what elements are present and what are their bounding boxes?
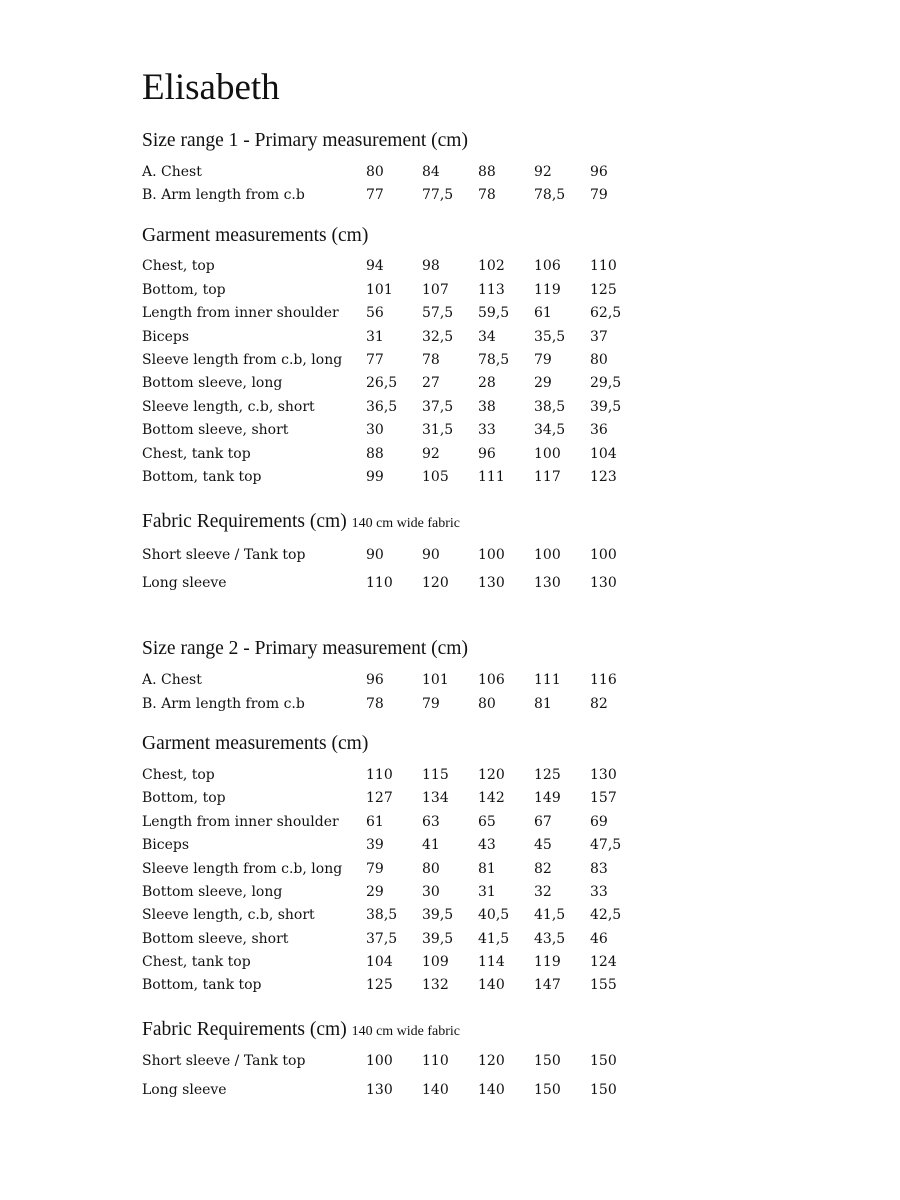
measurement-value: 105: [422, 468, 449, 485]
measurement-value: 150: [534, 1053, 561, 1070]
size-range-1: [142, 128, 762, 597]
measurement-value: 150: [534, 1081, 561, 1098]
measurement-label: A. Chest: [142, 163, 202, 180]
measurement-value: 39,5: [422, 930, 454, 947]
measurement-value: 78: [478, 187, 496, 204]
measurement-value: 62,5: [590, 305, 622, 322]
measurement-value: 31,5: [422, 422, 454, 439]
fabric-width-note: 140 cm wide fabric: [351, 515, 461, 531]
table-row: [142, 569, 762, 597]
table-row: [142, 927, 762, 950]
size-chart-page: [142, 64, 762, 1104]
measurement-value: 79: [422, 695, 440, 712]
measurement-value: 106: [534, 258, 561, 275]
measurement-value: 33: [478, 422, 496, 439]
measurement-value: 88: [478, 163, 496, 180]
table-row: [142, 541, 762, 569]
measurement-value: 104: [366, 954, 393, 971]
measurement-value: 79: [534, 352, 552, 369]
measurement-value: 150: [590, 1053, 617, 1070]
size-range-1-primary-table: [142, 160, 762, 207]
table-row: [142, 419, 762, 442]
measurement-value: 81: [478, 860, 496, 877]
measurement-value: 80: [366, 163, 384, 180]
measurement-value: 109: [422, 954, 449, 971]
measurement-value: 81: [534, 695, 552, 712]
measurement-value: 61: [366, 813, 384, 830]
measurement-label: B. Arm length from c.b: [142, 695, 305, 712]
measurement-value: 110: [422, 1053, 449, 1070]
measurement-value: 36,5: [366, 398, 398, 415]
measurement-value: 34,5: [534, 422, 566, 439]
measurement-value: 45: [534, 837, 552, 854]
table-row: [142, 692, 762, 715]
size-range-1-primary-heading: Size range 1 - Primary measurement (cm): [142, 130, 468, 151]
measurement-label: Bottom, top: [142, 281, 226, 298]
measurement-value: 78,5: [478, 352, 510, 369]
table-row: [142, 372, 762, 395]
table-row: [142, 255, 762, 278]
table-row: [142, 787, 762, 810]
measurement-label: Bottom sleeve, long: [142, 883, 283, 900]
measurement-value: 82: [590, 695, 608, 712]
measurement-value: 37,5: [422, 398, 454, 415]
measurement-value: 39: [366, 837, 384, 854]
measurement-label: Length from inner shoulder: [142, 813, 339, 830]
measurement-value: 100: [534, 445, 561, 462]
measurement-value: 35,5: [534, 328, 566, 345]
measurement-value: 110: [366, 575, 393, 592]
measurement-value: 101: [422, 672, 449, 689]
table-row: [142, 763, 762, 786]
measurement-value: 78: [422, 352, 440, 369]
measurement-value: 47,5: [590, 837, 622, 854]
measurement-value: 142: [478, 790, 505, 807]
measurement-value: 125: [534, 766, 561, 783]
measurement-value: 123: [590, 468, 617, 485]
measurement-value: 80: [478, 695, 496, 712]
measurement-value: 38: [478, 398, 496, 415]
measurement-value: 34: [478, 328, 496, 345]
measurement-value: 140: [478, 977, 505, 994]
table-row: [142, 974, 762, 997]
measurement-value: 80: [422, 860, 440, 877]
measurement-value: 26,5: [366, 375, 398, 392]
measurement-value: 88: [366, 445, 384, 462]
measurement-value: 38,5: [534, 398, 566, 415]
table-row: [142, 1076, 762, 1104]
table-row: [142, 833, 762, 856]
table-row: [142, 950, 762, 973]
measurement-value: 96: [366, 672, 384, 689]
measurement-value: 130: [366, 1081, 393, 1098]
measurement-value: 147: [534, 977, 561, 994]
measurement-value: 120: [478, 766, 505, 783]
measurement-value: 100: [478, 546, 505, 563]
measurement-value: 114: [478, 954, 505, 971]
measurement-label: Long sleeve: [142, 575, 227, 592]
measurement-value: 125: [590, 281, 617, 298]
measurement-value: 157: [590, 790, 617, 807]
measurement-value: 84: [422, 163, 440, 180]
measurement-value: 36: [590, 422, 608, 439]
measurement-label: Bottom sleeve, short: [142, 422, 289, 439]
size-range-2-garment-heading: Garment measurements (cm): [142, 733, 369, 755]
measurement-value: 32,5: [422, 328, 454, 345]
measurement-value: 110: [366, 766, 393, 783]
measurement-value: 42,5: [590, 907, 622, 924]
measurement-value: 39,5: [422, 907, 454, 924]
measurement-value: 111: [478, 468, 505, 485]
table-row: [142, 668, 762, 691]
measurement-value: 134: [422, 790, 449, 807]
measurement-value: 117: [534, 468, 561, 485]
measurement-label: Bottom sleeve, long: [142, 375, 283, 392]
measurement-value: 77: [366, 352, 384, 369]
measurement-value: 78: [366, 695, 384, 712]
measurement-value: 77,5: [422, 187, 454, 204]
measurement-label: Sleeve length from c.b, long: [142, 352, 343, 369]
measurement-value: 150: [590, 1081, 617, 1098]
measurement-value: 92: [534, 163, 552, 180]
measurement-label: Bottom, tank top: [142, 977, 262, 994]
measurement-value: 90: [366, 546, 384, 563]
table-row: [142, 442, 762, 465]
table-row: [142, 278, 762, 301]
measurement-value: 94: [366, 258, 384, 275]
measurement-label: Short sleeve / Tank top: [142, 1053, 306, 1070]
measurement-value: 102: [478, 258, 505, 275]
measurement-value: 120: [422, 575, 449, 592]
table-row: [142, 857, 762, 880]
measurement-value: 39,5: [590, 398, 622, 415]
table-row: [142, 348, 762, 371]
measurement-label: Chest, tank top: [142, 445, 251, 462]
measurement-value: 57,5: [422, 305, 454, 322]
measurement-value: 65: [478, 813, 496, 830]
table-row: [142, 880, 762, 903]
measurement-value: 100: [366, 1053, 393, 1070]
measurement-value: 29,5: [590, 375, 622, 392]
measurement-value: 83: [590, 860, 608, 877]
measurement-value: 98: [422, 258, 440, 275]
measurement-label: Long sleeve: [142, 1081, 227, 1098]
measurement-value: 38,5: [366, 907, 398, 924]
measurement-label: Biceps: [142, 328, 190, 345]
measurement-value: 140: [422, 1081, 449, 1098]
page-title: Elisabeth: [142, 67, 280, 108]
measurement-value: 29: [366, 883, 384, 900]
measurement-label: Chest, top: [142, 766, 215, 783]
measurement-value: 41: [422, 837, 440, 854]
measurement-value: 130: [590, 766, 617, 783]
measurement-value: 41,5: [534, 907, 566, 924]
size-range-2-fabric-table: [142, 1047, 762, 1104]
measurement-value: 40,5: [478, 907, 510, 924]
measurement-value: 140: [478, 1081, 505, 1098]
table-row: [142, 904, 762, 927]
measurement-value: 77: [366, 187, 384, 204]
table-row: [142, 325, 762, 348]
measurement-value: 132: [422, 977, 449, 994]
measurement-value: 96: [590, 163, 608, 180]
table-row: [142, 302, 762, 325]
measurement-label: Sleeve length from c.b, long: [142, 860, 343, 877]
measurement-label: Length from inner shoulder: [142, 305, 339, 322]
measurement-label: Biceps: [142, 837, 190, 854]
measurement-value: 130: [534, 575, 561, 592]
measurement-value: 43,5: [534, 930, 566, 947]
measurement-value: 127: [366, 790, 393, 807]
size-range-2-primary-table: [142, 668, 762, 715]
table-row: [142, 465, 762, 488]
size-range-2-fabric-heading: [142, 1017, 762, 1045]
measurement-value: 79: [590, 187, 608, 204]
size-range-2-garment-table: [142, 763, 762, 997]
size-range-2: [142, 636, 762, 1103]
measurement-value: 155: [590, 977, 617, 994]
measurement-value: 67: [534, 813, 552, 830]
measurement-label: Chest, top: [142, 258, 215, 275]
measurement-label: B. Arm length from c.b: [142, 187, 305, 204]
measurement-value: 59,5: [478, 305, 510, 322]
measurement-value: 115: [422, 766, 449, 783]
size-range-2-primary-heading: Size range 2 - Primary measurement (cm): [142, 638, 468, 660]
measurement-value: 110: [590, 258, 617, 275]
measurement-value: 69: [590, 813, 608, 830]
measurement-value: 113: [478, 281, 505, 298]
fabric-heading-text: Fabric Requirements (cm): [142, 1019, 347, 1041]
measurement-value: 46: [590, 930, 608, 947]
measurement-value: 31: [366, 328, 384, 345]
measurement-label: A. Chest: [142, 672, 202, 689]
measurement-value: 41,5: [478, 930, 510, 947]
table-row: [142, 395, 762, 418]
measurement-label: Sleeve length, c.b, short: [142, 398, 315, 415]
size-range-1-fabric-table: [142, 541, 762, 598]
size-range-1-garment-heading: Garment measurements (cm): [142, 224, 369, 246]
measurement-label: Bottom, tank top: [142, 468, 262, 485]
measurement-value: 30: [366, 422, 384, 439]
measurement-value: 119: [534, 954, 561, 971]
measurement-label: Chest, tank top: [142, 954, 251, 971]
measurement-label: Bottom sleeve, short: [142, 930, 289, 947]
measurement-value: 130: [478, 575, 505, 592]
measurement-value: 100: [590, 546, 617, 563]
measurement-value: 43: [478, 837, 496, 854]
measurement-value: 104: [590, 445, 617, 462]
measurement-value: 61: [534, 305, 552, 322]
measurement-value: 37: [590, 328, 608, 345]
measurement-value: 99: [366, 468, 384, 485]
table-row: [142, 1047, 762, 1075]
fabric-heading-text: Fabric Requirements (cm): [142, 510, 347, 532]
measurement-value: 78,5: [534, 187, 566, 204]
measurement-value: 56: [366, 305, 384, 322]
measurement-value: 106: [478, 672, 505, 689]
measurement-value: 79: [366, 860, 384, 877]
measurement-label: Short sleeve / Tank top: [142, 546, 306, 563]
measurement-value: 96: [478, 445, 496, 462]
measurement-label: Sleeve length, c.b, short: [142, 907, 315, 924]
measurement-value: 130: [590, 575, 617, 592]
measurement-value: 107: [422, 281, 449, 298]
measurement-value: 119: [534, 281, 561, 298]
table-row: [142, 183, 762, 206]
fabric-width-note: 140 cm wide fabric: [351, 1024, 461, 1040]
measurement-value: 27: [422, 375, 440, 392]
measurement-value: 124: [590, 954, 617, 971]
measurement-value: 33: [590, 883, 608, 900]
size-range-1-garment-table: [142, 255, 762, 489]
measurement-value: 92: [422, 445, 440, 462]
measurement-value: 31: [478, 883, 496, 900]
measurement-value: 90: [422, 546, 440, 563]
measurement-label: Bottom, top: [142, 790, 226, 807]
measurement-value: 29: [534, 375, 552, 392]
measurement-value: 82: [534, 860, 552, 877]
measurement-value: 101: [366, 281, 393, 298]
measurement-value: 116: [590, 672, 617, 689]
size-range-1-fabric-heading: [142, 509, 762, 537]
measurement-value: 37,5: [366, 930, 398, 947]
measurement-value: 149: [534, 790, 561, 807]
measurement-value: 100: [534, 546, 561, 563]
measurement-value: 63: [422, 813, 440, 830]
table-row: [142, 810, 762, 833]
measurement-value: 32: [534, 883, 552, 900]
measurement-value: 80: [590, 352, 608, 369]
measurement-value: 120: [478, 1053, 505, 1070]
measurement-value: 28: [478, 375, 496, 392]
measurement-value: 125: [366, 977, 393, 994]
table-row: [142, 160, 762, 183]
measurement-value: 111: [534, 672, 561, 689]
measurement-value: 30: [422, 883, 440, 900]
